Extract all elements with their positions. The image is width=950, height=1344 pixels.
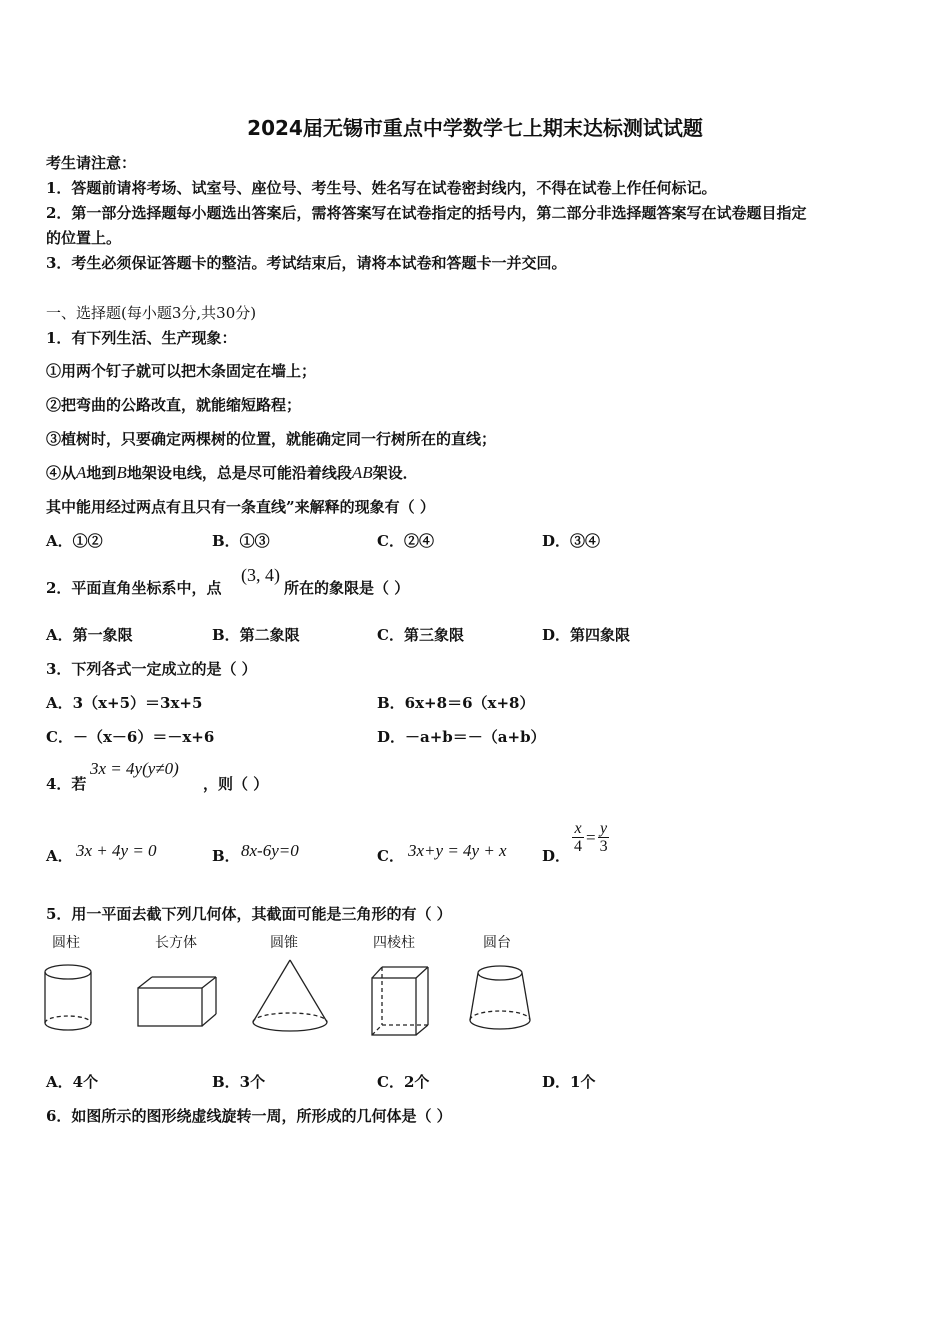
cuboid-figure [135,975,220,1031]
cone-figure [250,958,332,1038]
q1-option-a[interactable]: A．①② [46,532,103,550]
q6-stem: 6．如图所示的图形绕虚线旋转一周，所形成的几何体是（ ） [46,1107,452,1125]
q1-item-4-p1: ④从 [46,464,77,482]
q1-item-4-b: B [116,463,127,482]
q4-option-d[interactable] [572,820,610,855]
shape-label-cylinder: 圆柱 [52,935,80,951]
prism-figure [368,964,434,1038]
q2-pre: 2．平面直角坐标系中，点 [46,579,222,597]
q3-option-d[interactable]: D．－a+b＝－（a+b） [377,728,546,746]
q1-item-4-p4: 架设． [372,464,418,482]
q5-option-c[interactable]: C．2个 [377,1073,430,1091]
q1-item-3: ③植树时，只要确定两棵树的位置，就能确定同一行树所在的直线； [46,430,497,448]
cylinder-figure [40,962,100,1034]
q4-post: ，则（ ） [203,775,269,793]
q1-item-4-a: A [76,463,87,482]
shape-label-prism: 四棱柱 [373,935,415,951]
q5-stem: 5．用一平面去截下列几何体，其截面可能是三角形的有（ ） [46,905,452,923]
q4-pre: 4．若 [46,775,87,793]
page-title: 2024届无锡市重点中学数学七上期末达标测试试题 [247,116,703,140]
q4-option-d-frac-right: $\frac{y}{3}$ [599,820,608,855]
notice-heading: 考生请注意： [46,154,137,172]
q4-label-a[interactable]: A． [46,847,73,865]
q1-option-c[interactable]: C．②④ [377,532,434,550]
q1-option-d[interactable]: D．③④ [542,532,601,550]
q3-stem: 3．下列各式一定成立的是（ ） [46,660,257,678]
q4-condition: 3x = 4y(y≠0) [90,759,179,778]
q2-option-d[interactable]: D．第四象限 [542,626,631,644]
q1-ask: 其中能用经过两点有且只有一条直线”来解释的现象有（ ） [46,498,435,516]
shape-label-cuboid: 长方体 [155,935,197,951]
q2-point: (3, 4) [241,565,280,585]
q4-option-d-frac-left: $\frac{x}{4}$ [574,820,582,855]
q5-option-d[interactable]: D．1个 [542,1073,596,1091]
q4-label-d[interactable]: D． [542,847,571,865]
q1-item-4-ab: AB [351,463,373,482]
notice-item-2-cont: 的位置上。 [46,229,122,247]
q3-option-a[interactable]: A．3（x+5）＝3x+5 [46,694,203,712]
q1-item-4 [46,462,418,483]
q2-option-b[interactable]: B．第二象限 [212,626,300,644]
notice-item-1: 1．答题前请将考场、试室号、座位号、考生号、姓名写在试卷密封线内，不得在试卷上作任何标记。 [46,179,717,197]
q3-option-c[interactable]: C．－（x－6）＝－x+6 [46,728,215,746]
shape-label-frustum: 圆台 [483,935,511,951]
q1-option-b[interactable]: B．①③ [212,532,270,550]
q1-item-1: ①用两个钉子就可以把木条固定在墙上； [46,362,317,380]
section-heading: 一、选择题(每小题3分,共30分) [46,304,257,322]
notice-item-3: 3．考生必须保证答题卡的整洁。考试结束后，请将本试卷和答题卡一并交回。 [46,254,567,272]
q4-option-c[interactable]: 3x+y = 4y + x [408,841,507,860]
q1-item-2: ②把弯曲的公路改直，就能缩短路程； [46,396,302,414]
q5-option-a[interactable]: A．4个 [46,1073,99,1091]
q5-option-b[interactable]: B．3个 [212,1073,266,1091]
notice-item-2: 2．第一部分选择题每小题选出答案后，需将答案写在试卷指定的括号内，第二部分非选择题答案写在试卷题目指定 [46,204,807,222]
q1-item-4-p2: 地到 [86,464,117,482]
q1-stem: 1．有下列生活、生产现象： [46,329,237,347]
q2-option-a[interactable]: A．第一象限 [46,626,133,644]
q4-option-b[interactable]: 8x-6y=0 [241,841,299,860]
q3-option-b[interactable]: B．6x+8＝6（x+8） [377,694,535,712]
q4-option-d-eq: = [586,827,596,847]
q4-label-c[interactable]: C． [377,847,404,865]
q1-item-4-p3: 地架设电线，总是尽可能沿着线段 [126,464,352,482]
q4-label-b[interactable]: B． [212,847,240,865]
q2-option-c[interactable]: C．第三象限 [377,626,464,644]
q2-post: 所在的象限是（ ） [284,579,410,597]
frustum-figure [467,963,533,1035]
q4-option-a[interactable]: 3x + 4y = 0 [76,841,157,860]
shape-label-cone: 圆锥 [270,935,298,951]
